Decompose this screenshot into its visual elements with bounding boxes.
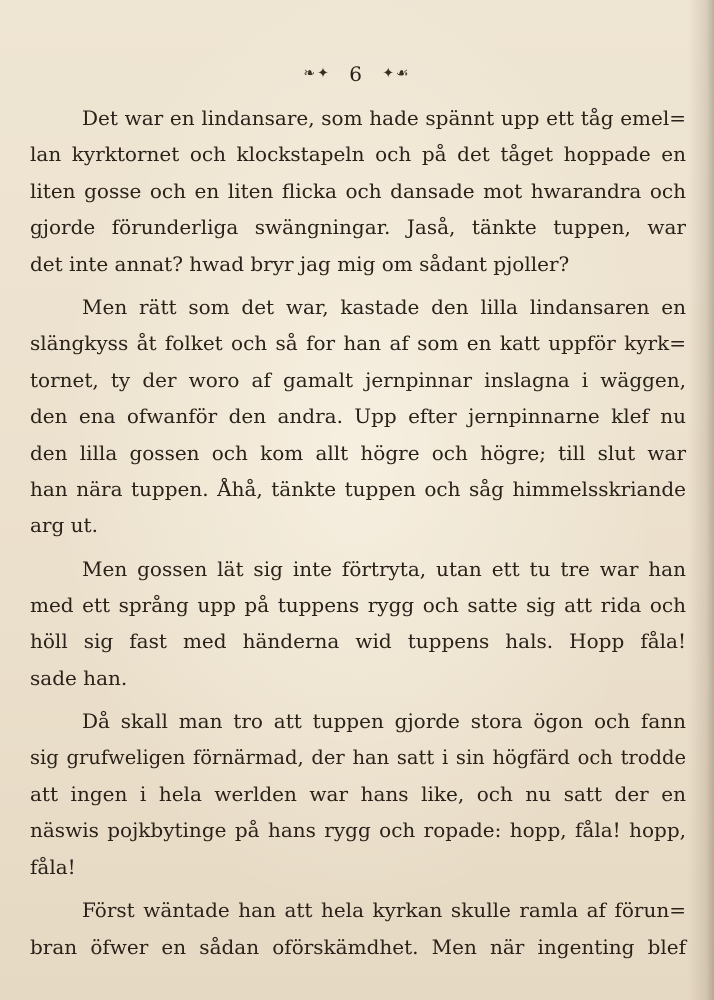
right-ornament-icon: ✦☙	[382, 65, 411, 82]
text-line: fåla!	[30, 854, 76, 879]
text-line: arg ut.	[30, 513, 98, 538]
text-line: gjorde förunderliga swängningar. Jaså, tänkte tuppen, war	[30, 215, 686, 240]
paragraph	[30, 100, 686, 282]
text-line: med ett språng upp på tuppens rygg och satte sig att rida och	[30, 593, 686, 618]
body-text	[30, 100, 686, 965]
text-line: lan kyrktornet och klockstapeln och på det tåget hoppade en	[30, 142, 686, 167]
page-number: 6	[349, 61, 364, 86]
text-line: det inte annat? hwad bryr jag mig om sådant pjoller?	[30, 251, 570, 276]
page-gutter-shadow	[688, 0, 714, 1000]
text-line: bran öfwer en sådan oförskämdhet. Men när ingenting blef	[30, 934, 686, 959]
text-line: Men gossen lät sig inte förtryta, utan ett tu tre war han	[82, 556, 686, 581]
text-line: slängkyss åt folket och så for han af som en katt uppför kyrk=	[30, 331, 686, 356]
text-line: Då skall man tro att tuppen gjorde stora ögon och fann	[82, 709, 686, 734]
page-header	[0, 60, 714, 86]
text-line: att ingen i hela werlden war hans like, och nu satt der en	[30, 782, 686, 807]
text-line: näswis pojkbytinge på hans rygg och ropade: hopp, fåla! hopp,	[30, 818, 686, 843]
text-line: sade han.	[30, 665, 128, 690]
text-line: den lilla gossen och kom allt högre och högre; till slut war	[30, 440, 686, 465]
text-line: Men rätt som det war, kastade den lilla lindansaren en	[82, 294, 686, 319]
text-line: liten gosse och en liten flicka och dansade mot hwarandra och	[30, 178, 686, 203]
text-line: Först wäntade han att hela kyrkan skulle ramla af förun=	[82, 898, 686, 923]
paragraph	[30, 892, 686, 965]
paragraph	[30, 551, 686, 697]
paragraph	[30, 289, 686, 544]
paragraph	[30, 703, 686, 885]
text-line: tornet, ty der woro af gamalt jernpinnar inslagna i wäggen,	[30, 367, 686, 392]
text-line: han nära tuppen. Åhå, tänkte tuppen och såg himmelsskriande	[30, 476, 686, 501]
text-line: höll sig fast med händerna wid tuppens hals. Hopp fåla!	[30, 629, 686, 654]
left-ornament-icon: ❧✦	[303, 65, 331, 82]
text-line: sig grufweligen förnärmad, der han satt i sin högfärd och trodde	[30, 745, 686, 769]
text-line: Det war en lindansare, som hade spännt upp ett tåg emel=	[82, 106, 686, 130]
text-line: den ena ofwanför den andra. Upp efter jernpinnarne klef nu	[30, 404, 686, 429]
